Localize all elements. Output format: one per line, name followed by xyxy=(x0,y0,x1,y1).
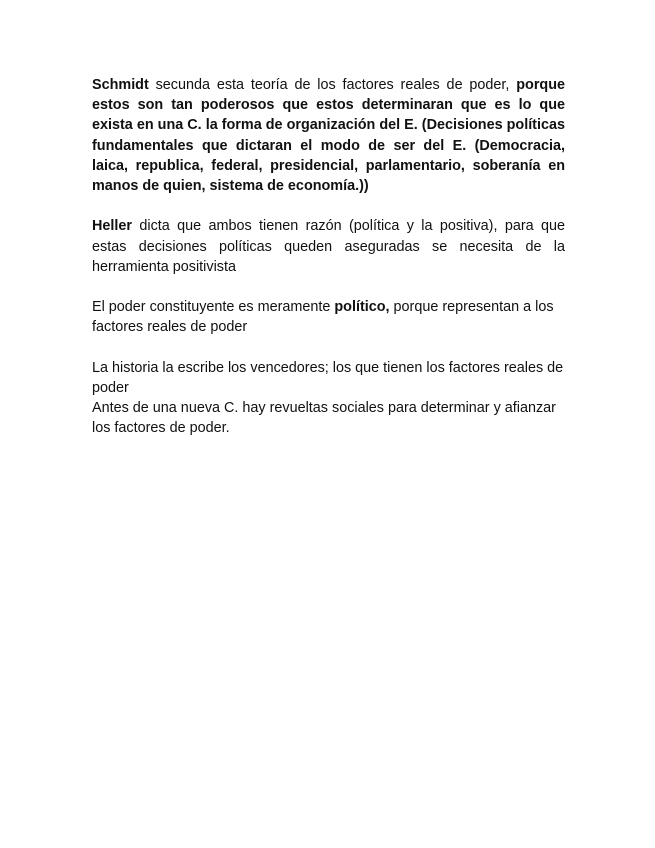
paragraph-text: secunda esta teoría de los factores reales de poder, xyxy=(148,77,517,93)
paragraph-heller xyxy=(92,216,565,277)
paragraph-text: El poder constituyente es meramente xyxy=(92,299,335,316)
paragraph-bold-text: porque estos son tan poderosos que estos determinaran que es lo que exista en una C. la forma de organización del E. (Decisiones políticas fundamentales que dictaran el modo de ser del E. (Democracia, laica, republica, federal, presidencial, parlamentario, soberanía en manos de quien, sistema de economía.)) xyxy=(92,77,565,195)
paragraph-text: porque representan a los factores reales de poder xyxy=(92,299,554,336)
paragraph-text: dicta que ambos tienen razón (política y la positiva), para que estas decisiones políticas queden aseguradas se necesita de la herramienta positivista xyxy=(92,218,565,275)
paragraph-schmidt xyxy=(92,75,565,196)
paragraph-revueltas xyxy=(92,398,565,438)
term-heller: Heller xyxy=(92,218,132,235)
term-schmidt: Schmidt xyxy=(92,77,149,93)
paragraph-text: Antes de una nueva C. hay revueltas sociales para determinar y afianzar los factores de poder. xyxy=(92,400,556,437)
paragraph-poder-constituyente xyxy=(92,297,565,337)
document-body xyxy=(92,75,565,459)
paragraph-historia xyxy=(92,358,565,398)
paragraph-text: La historia la escribe los vencedores; los que tienen los factores reales de poder xyxy=(92,359,564,396)
term-politico: político, xyxy=(334,299,390,316)
